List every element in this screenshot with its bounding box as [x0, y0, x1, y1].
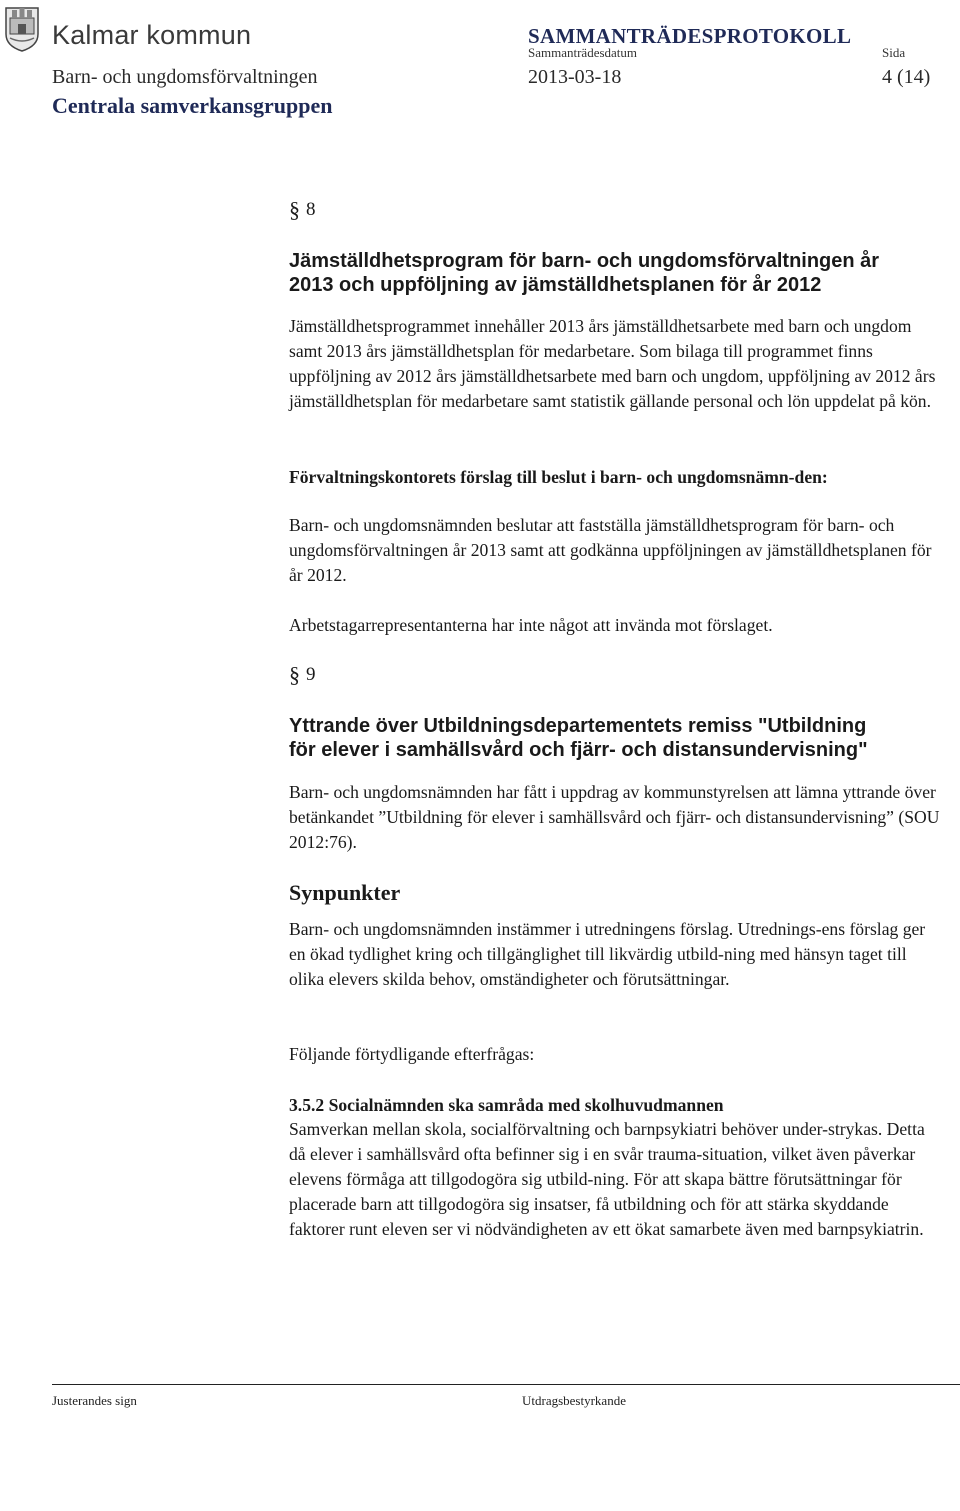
- footer-justification-label: Justerandes sign: [52, 1393, 137, 1408]
- section-9-number: § 9: [289, 662, 316, 687]
- views-text: Barn- och ungdomsnämnden instämmer i utredningens förslag. Utrednings-ens förslag ger en ökad tydlighet kring och tillgänglighet till likvärdig utbild-ning med hänsyn taget till olika elevers skilda behov, omständigheter och förutsättningar.: [289, 919, 926, 989]
- proposal-heading: Förvaltningskontorets förslag till beslut i barn- och ungdomsnämn-den:: [289, 467, 828, 487]
- section-8-title: Jämställdhetsprogram för barn- och ungdomsförvaltningen år 2013 och uppföljning av jämställdhetsplanen för år 2012: [289, 250, 880, 296]
- section-9-paragraph: Barn- och ungdomsnämnden har fått i uppdrag av kommunstyrelsen att lämna yttrande över betänkandet ”Utbildning för elever i samhällsvård och fjärr- och distansundervisning” (SOU 2012:76).: [289, 782, 940, 852]
- section-8-number: § 8: [289, 197, 316, 222]
- section-8-paragraph: Jämställdhetsprogrammet innehåller 2013 års jämställdhetsarbete med barn och ungdom samt 2013 års jämställdhetsplan för medarbetare. Som bilaga till programmet finns uppföljning av 2012 års jämställdhetsarbete med barn och ungdom, uppföljning av 2012 års jämställdhetsplan för medarbetare samt statistik gällande personal och lön uppdelat på kön.: [289, 316, 936, 411]
- protocol-title: SAMMANTRÄDESPROTOKOLL: [528, 24, 852, 48]
- clarification-intro: Följande förtydligande efterfrågas:: [289, 1044, 535, 1064]
- employee-representatives-note: Arbetstagarrepresentanterna har inte något att invända mot förslaget.: [289, 615, 773, 635]
- date-label: Sammanträdesdatum: [528, 45, 638, 60]
- proposal-text: Barn- och ungdomsnämnden beslutar att fastställa jämställdhetsprogram för barn- och ungdomsförvaltningen år 2013 samt att godkänna uppföljningen av jämställdhetsplanen för år 2012.: [289, 515, 932, 585]
- sub-text-3-5-2: Samverkan mellan skola, socialförvaltning och barnpsykiatri behöver under-strykas. Detta då elever i samhällsvård ofta befinner sig i en svår trauma-situation, vilket även påverkar elevens förmåga att tillgodogöra sig utbild-ning. För att skapa bättre förutsättningar för placerade barn att tillgodogöra sig insatser, få utbildning och för att stärka skyddande faktorer runt eleven ser vi nödvändigheten av ett ökat samarbete även med barnpsykiatrin.: [289, 1119, 925, 1239]
- footer-divider: [52, 1384, 960, 1385]
- page-label: Sida: [882, 45, 906, 60]
- section-9-title: Yttrande över Utbildningsdepartementets remiss "Utbildning för elever i samhällsvård och fjärr- och distansundervisning": [289, 715, 868, 761]
- meeting-date: 2013-03-18: [528, 66, 622, 88]
- footer-extract-label: Utdragsbestyrkande: [522, 1393, 626, 1408]
- municipality-crest-icon: [4, 6, 40, 52]
- department-name: Barn- och ungdomsförvaltningen: [52, 66, 318, 88]
- views-heading: Synpunkter: [289, 880, 401, 905]
- municipality-name: Kalmar kommun: [52, 20, 252, 50]
- group-name: Centrala samverkansgruppen: [52, 93, 333, 118]
- page-number: 4 (14): [882, 66, 931, 88]
- sub-heading-3-5-2: 3.5.2 Socialnämnden ska samråda med skolhuvudmannen: [289, 1095, 724, 1115]
